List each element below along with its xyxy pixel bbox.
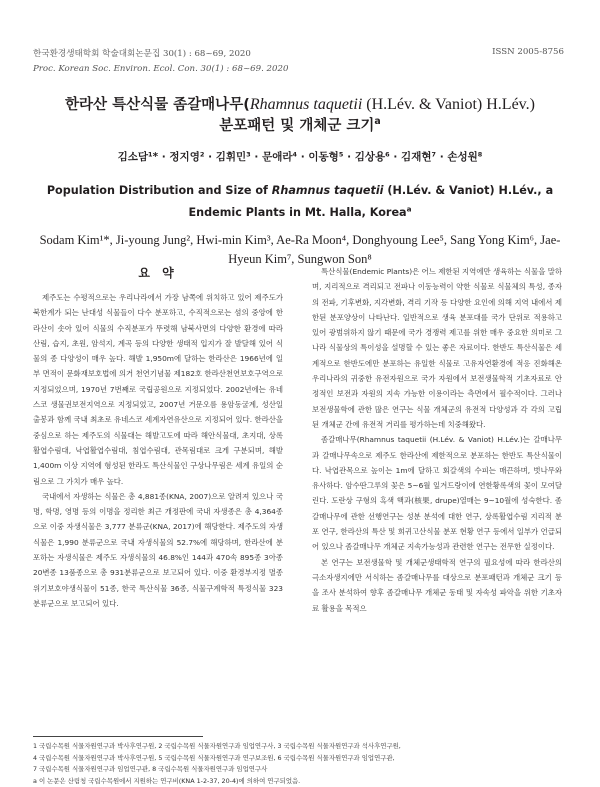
title-footnote-mark: a [374,116,380,127]
issn: ISSN 2005-8756 [492,47,564,57]
authors-korean: 김소담¹* · 정지영² · 김휘민³ · 문애라⁴ · 이동형⁵ · 김상용⁶ · 김재현⁷ · 손성원⁸ [0,149,600,164]
title-korean-line2: 분포패턴 및 개체군 크기$^a$ [0,116,600,137]
footnote-line: 7 국립수목원 식물자원연구과 임업연구관, 8 국립수목원 식물자원연구과 임업연구사 [33,764,567,776]
title-english: Population Distribution and Size of Rhamnus taquetii (H.Lév. & Vaniot) H.Lév., a Endemic Plants in Mt. Halla, Korea$^a$ [40,180,560,224]
journal-header-english: Proc. Korean Soc. Environ. Ecol. Con. 30(1) : 68~69. 2020 [33,64,288,74]
footnote-line: a 이 논문은 산림청 국립수목원에서 지원하는 연구비(KNA 1-2-37, 20-4)에 의하여 연구되었음. [33,776,567,787]
footnote-line: 4 국립수목원 식물자원연구과 박사후연구원, 5 국립수목원 식물자원연구과 연구보조원, 6 국립수목원 식물자원연구과 임업연구관, [33,753,567,765]
scientific-name: Rhamnus taquetii [250,96,362,113]
title-korean [0,94,600,137]
authors-english: Sodam Kim¹*, Ji-young Jung², Hwi-min Kim³, Ae-Ra Moon⁴, Donghyoung Lee⁵, Sang Yong Kim⁶, Jae-Hyeun Kim⁷, Sungwon Son⁸ [36,231,564,269]
abstract-heading: 요 약 [33,264,283,282]
title-korean-line1: 한라산 특산식물 좀갈매나무(Rhamnus taquetii (H.Lév. & Vaniot) H.Lév.) [0,94,600,116]
footnote-line: 1 국립수목원 식물자원연구과 박사후연구원, 2 국립수목원 식물자원연구과 임업연구사, 3 국립수목원 식물자원연구과 석사후연구원, [33,741,567,753]
footnotes [33,741,567,787]
body-paragraph: 본 연구는 보전생물학 및 개체군생태학적 연구의 필요성에 따라 한라산의 극소자생지에만 서식하는 좀갈매나무를 대상으로 분포패턴과 개체군 크기 등을 조사 분석하여 향후 좀갈매나무 개체군 동태 및 자속성 파악을 위한 기초자료 활용을 목적으 [312,555,562,616]
abstract-right-column [312,264,562,616]
abstract-paragraph: 제주도는 수평적으로는 우리나라에서 가장 남쪽에 위치하고 있어 제주도가 북한계가 되는 난대성 식물들이 다수 분포하고, 수직적으로는 섬의 중앙에 한라산이 솟아 있어 식물의 수직분포가 뚜렷해 남북사면의 다양한 환경에 따라 산림, 습지, 초원, 암석지, 계곡 등의 다양한 생태적 입지가 잘 발달해 있어 식물의 종 다양성이 매우 높다. 해발 1,950m에 달하는 한라산은 1966년에 일부 면적이 문화재보호법에 의거 천연기념물 제182호 한라산천연보호구역으로 지정되었으며, 1970년 7번째로 국립공원으로 지정되었다. 2002년에는 유네스코 생물권보전지역으로 지정되었고, 2007년 거문오름 용암동굴계, 성산일출봉과 함께 국내 최초로 유네스코 세계자연유산으로 지정되어 있다. 한라산을 중심으로 하는 제주도의 식물대는 해발고도에 따라 해안식물대, 초지대, 상록활엽수림대, 낙엽활엽수림대, 침엽수림대, 관목림대로 크게 구분되며, 해발 1,400m 이상 지역에 형성된 한라도 특산식물인 구상나무림은 세계 유일의 순림으로 그 가치가 매우 높다. [33,290,283,489]
abstract-paragraph: 국내에서 자생하는 식물은 총 4,881종(KNA, 2007)으로 알려져 있으나 국명, 학명, 영명 등의 이명을 정리한 최근 개정판에 국내 자생종은 총 4,364종으로 이중 자생식물은 3,777 분류군(KNA, 2017)에 해당한다. 제주도의 자생식물은 1,990 분류군으로 국내 자생식물의 52.7%에 해당하며, 한라산에 분포하는 자생식물은 제주도 자생식물의 46.8%인 144과 470속 895종 3아종 20변종 13품종으로 총 931분류군으로 보고되어 있다. 이중 환경부지정 멸종위기보호야생식물이 51종, 한국 특산식물 36종, 식물구계학적 특정식물 323분류군으로 보고되어 있다. [33,489,283,611]
abstract-left-column [33,264,283,611]
title-en-footnote-mark: a [407,204,412,213]
body-paragraph: 특산식물(Endemic Plants)은 어느 제한된 지역에만 생육하는 식물을 말하며, 지리적으로 격리되고 전파나 이동능력이 약한 식물로 식물체의 특성, 종자의 전파, 기후변화, 지각변화, 격리 기작 등 다양한 요인에 의해 지역 내에서 제한된 분포양상이 나타난다. 일반적으로 생육 분포대를 국가 단위로 적용하고 있어 광범위하지 않기 때문에 국가 경쟁력 제고를 위한 매우 중요한 의미로 그 나라 식물상의 특이성을 설명할 수 있는 좋은 자료이다. 한반도 특산식물은 세계적으로 한반도에만 분포하는 유일한 식물로 고유자연환경에 적응 진화해온 우리나라의 귀중한 유전자원으로 국가 자원에서 보전생물학적 기초자료로 안정적인 보전과 자원의 지속 가능한 이용이라는 측면에서 필수적이다. 그러나 보전생물학에 관한 많은 연구는 식물 개체군의 유전적 다양성과 각 각의 고립된 개체군 간에 유전적 거리를 평가하는데 치중해왔다. [312,264,562,432]
journal-header-korean: 한국환경생태학회 학술대회논문집 30(1) : 68~69, 2020 [33,47,251,59]
footnote-divider [33,736,203,737]
body-paragraph: 좀갈매나무(Rhamnus taquetii (H.Lév. & Vaniot) H.Lév.)는 갈매나무과 갈매나무속으로 제주도 한라산에 제한적으로 분포하는 한반도 특산식물이다. 낙엽관목으로 높이는 1m에 달하고 회갈색의 수피는 매끈하며, 벗나무와 유사하다. 암수딴그루의 꽃은 5~6월 잎겨드랑이에 연한황록색의 꽃이 모여달린다. 도란상 구형의 흑색 핵과(核果, drupe)열매는 9~10월에 성숙한다. 좀갈매나무에 관한 선행연구는 성분 분석에 대한 연구, 상록활엽수림 지리적 분포 연구, 한라산의 특산 및 희귀고산식물 분포 현황 연구 등에서 일부가 언급되어 있으나 좀갈매나무 개체군 지속가능성과 관련한 연구는 전무한 실정이다. [312,432,562,554]
scientific-name-en: Rhamnus taquetii [272,184,384,197]
